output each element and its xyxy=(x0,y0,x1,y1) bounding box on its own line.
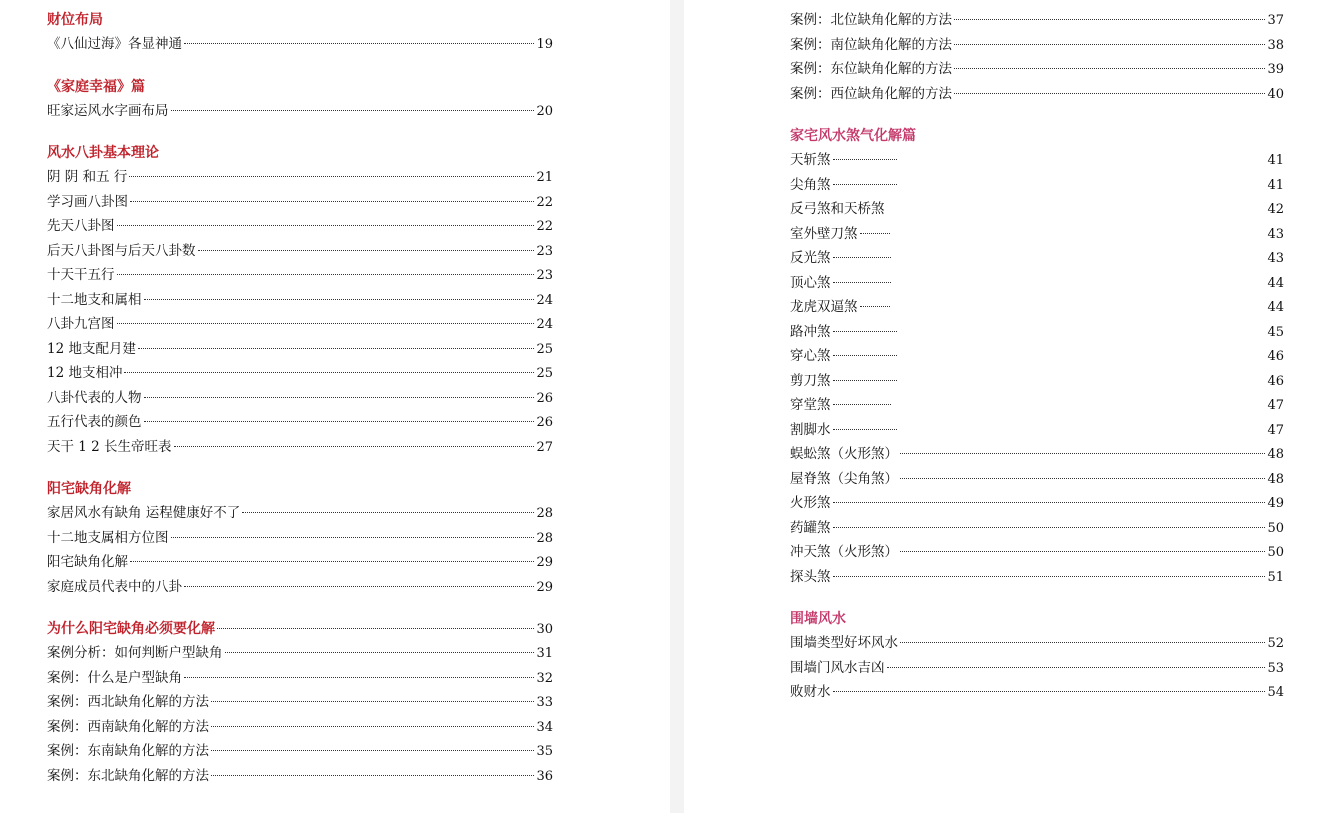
dot-leader xyxy=(144,397,535,398)
toc-entry[interactable] xyxy=(47,435,553,460)
toc-entry[interactable] xyxy=(47,263,553,288)
entry-label: 案例：北位缺角化解的方法 xyxy=(790,12,952,28)
toc-entry[interactable] xyxy=(790,516,1284,541)
dot-leader xyxy=(833,576,1266,577)
entry-page-number: 19 xyxy=(536,37,553,52)
entry-page-number: 41 xyxy=(1267,153,1284,168)
entry-page-number: 26 xyxy=(536,415,553,430)
dot-leader xyxy=(117,225,535,226)
entry-label: 反弓煞和天桥煞 xyxy=(790,201,885,217)
toc-entry[interactable] xyxy=(790,246,1284,271)
toc-entry[interactable] xyxy=(790,631,1284,656)
toc-entry[interactable] xyxy=(790,148,1284,173)
dot-leader xyxy=(225,652,535,653)
entry-label: 《八仙过海》各显神通 xyxy=(47,36,182,52)
entry-label: 12 地支相冲 xyxy=(47,365,123,381)
entry-label: 围墙门风水吉凶 xyxy=(790,659,885,676)
dot-leader xyxy=(211,750,534,751)
section-title-text: 为什么阳宅缺角必须要化解 xyxy=(47,621,215,637)
toc-entry[interactable] xyxy=(790,222,1284,247)
toc-entry[interactable] xyxy=(47,666,553,691)
toc-entry[interactable] xyxy=(790,33,1284,58)
entry-page-number: 25 xyxy=(536,341,553,357)
dot-leader xyxy=(833,257,891,258)
section-title: 财位布局 xyxy=(47,12,103,28)
entry-label: 穿堂煞 xyxy=(790,397,831,413)
entry-page-number: 23 xyxy=(536,268,553,283)
entry-label: 家居风水有缺角 运程健康好不了 xyxy=(47,505,241,521)
dot-leader xyxy=(211,701,534,702)
entry-page-number: 48 xyxy=(1267,447,1284,462)
toc-entry[interactable] xyxy=(47,214,553,239)
entry-page-number: 47 xyxy=(1267,422,1284,438)
dot-leader xyxy=(138,348,534,349)
entry-label: 十二地支和属相 xyxy=(47,291,142,308)
entry-label: 穿心煞 xyxy=(790,348,831,364)
toc-entry[interactable] xyxy=(47,288,553,313)
entry-page-number: 34 xyxy=(536,719,553,735)
toc-section-continued xyxy=(790,8,1284,106)
toc-section xyxy=(47,8,553,57)
entry-page-number: 51 xyxy=(1267,569,1284,585)
right-toc xyxy=(790,8,1284,705)
entry-label: 天干 1 2 长生帝旺表 xyxy=(47,438,172,455)
entry-page-number: 50 xyxy=(1267,520,1284,536)
entry-label: 阴 阴 和五 行 xyxy=(47,169,128,185)
entry-label: 案例：东位缺角化解的方法 xyxy=(790,61,952,77)
entry-label: 12 地支配月建 xyxy=(47,340,136,357)
toc-section xyxy=(47,617,553,788)
toc-entry[interactable] xyxy=(790,320,1284,345)
dot-leader xyxy=(887,667,1266,668)
dot-leader xyxy=(900,453,1265,454)
entry-label: 案例分析：如何判断户型缺角 xyxy=(47,645,223,661)
entry-label: 剪刀煞 xyxy=(790,372,831,389)
entry-label: 顶心煞 xyxy=(790,274,831,291)
toc-entry[interactable] xyxy=(790,344,1284,369)
entry-page-number: 32 xyxy=(536,670,553,686)
entry-label: 案例：东北缺角化解的方法 xyxy=(47,767,209,784)
dot-leader xyxy=(860,306,890,307)
entry-page-number: 48 xyxy=(1267,471,1284,487)
entry-label: 十二地支属相方位图 xyxy=(47,529,169,546)
entry-page-number: 25 xyxy=(536,366,553,381)
toc-entry[interactable] xyxy=(790,197,1284,222)
dot-leader xyxy=(198,250,535,251)
toc-entry[interactable] xyxy=(790,467,1284,492)
entry-label: 火形煞 xyxy=(790,495,831,511)
entry-label: 反光煞 xyxy=(790,250,831,266)
entry-label: 蜈蚣煞（火形煞） xyxy=(790,446,898,462)
entry-page-number: 37 xyxy=(1267,13,1284,28)
dot-leader xyxy=(833,691,1266,692)
entry-label: 案例：西北缺角化解的方法 xyxy=(47,694,209,710)
entry-label: 室外壁刀煞 xyxy=(790,225,858,242)
entry-page-number: 38 xyxy=(1267,37,1284,53)
toc-entry[interactable] xyxy=(47,690,553,715)
dot-leader xyxy=(833,355,897,356)
toc-entry[interactable] xyxy=(47,641,553,666)
toc-entry[interactable] xyxy=(790,540,1284,565)
entry-label: 旺家运风水字画布局 xyxy=(47,102,169,119)
toc-entry[interactable] xyxy=(47,501,553,526)
left-toc xyxy=(47,8,553,788)
dot-leader xyxy=(129,176,534,177)
toc-entry[interactable] xyxy=(47,410,553,435)
toc-entry[interactable] xyxy=(790,82,1284,107)
entry-page-number: 26 xyxy=(536,390,553,406)
section-title[interactable] xyxy=(47,617,553,641)
entry-label: 天斩煞 xyxy=(790,152,831,168)
dot-leader xyxy=(833,429,897,430)
dot-leader xyxy=(124,372,534,373)
entry-page-number: 36 xyxy=(536,768,553,784)
section-title: 《家庭幸福》篇 xyxy=(47,78,145,95)
entry-page-number: 35 xyxy=(536,744,553,759)
entry-page-number: 33 xyxy=(536,695,553,710)
entry-page-number: 28 xyxy=(536,506,553,521)
entry-page-number: 22 xyxy=(536,194,553,210)
dot-leader xyxy=(211,726,534,727)
toc-entry[interactable] xyxy=(790,565,1284,590)
entry-label: 八卦九宫图 xyxy=(47,316,115,332)
dot-leader xyxy=(833,159,897,160)
dot-leader xyxy=(954,93,1265,94)
dot-leader xyxy=(184,586,534,587)
dot-leader xyxy=(144,421,535,422)
toc-entry[interactable] xyxy=(47,764,553,789)
entry-page-number: 54 xyxy=(1267,685,1284,700)
entry-label: 案例：东南缺角化解的方法 xyxy=(47,743,209,759)
entry-page-number: 40 xyxy=(1267,86,1284,102)
entry-label: 败财水 xyxy=(790,684,831,700)
toc-entry[interactable] xyxy=(790,418,1284,443)
toc-entry[interactable] xyxy=(790,173,1284,198)
dot-leader xyxy=(833,331,897,332)
entry-page-number: 24 xyxy=(536,292,553,308)
toc-entry[interactable] xyxy=(47,361,553,386)
section-title: 阳宅缺角化解 xyxy=(47,481,131,497)
entry-page-number: 46 xyxy=(1267,373,1284,389)
dot-leader xyxy=(184,677,534,678)
dot-leader xyxy=(833,527,1266,528)
entry-label: 尖角煞 xyxy=(790,176,831,193)
entry-page-number: 41 xyxy=(1267,177,1284,193)
dot-leader xyxy=(130,201,534,202)
dot-leader xyxy=(900,551,1265,552)
right-page xyxy=(684,0,1336,813)
dot-leader xyxy=(900,642,1265,643)
section-title: 家宅风水煞气化解篇 xyxy=(790,128,916,144)
toc-entry[interactable] xyxy=(790,57,1284,82)
dot-leader xyxy=(184,43,534,44)
toc-entry[interactable] xyxy=(47,32,553,57)
toc-entry[interactable] xyxy=(47,239,553,264)
dot-leader xyxy=(833,282,891,283)
section-title: 风水八卦基本理论 xyxy=(47,145,159,161)
dot-leader xyxy=(833,184,897,185)
entry-page-number: 20 xyxy=(536,103,553,119)
entry-label: 围墙类型好坏风水 xyxy=(790,635,898,651)
dot-leader xyxy=(954,19,1265,20)
dot-leader xyxy=(900,478,1265,479)
toc-section xyxy=(47,477,553,599)
dot-leader xyxy=(130,561,534,562)
toc-entry[interactable] xyxy=(47,165,553,190)
dot-leader xyxy=(171,537,535,538)
entry-label: 割脚水 xyxy=(790,421,831,438)
entry-label: 八卦代表的人物 xyxy=(47,389,142,406)
toc-entry[interactable] xyxy=(47,526,553,551)
entry-page-number: 27 xyxy=(536,439,553,455)
dot-leader xyxy=(217,628,534,629)
toc-entry[interactable] xyxy=(47,99,553,124)
entry-page-number: 47 xyxy=(1267,398,1284,413)
toc-entry[interactable] xyxy=(47,337,553,362)
entry-label: 药罐煞 xyxy=(790,519,831,536)
entry-label: 学习画八卦图 xyxy=(47,193,128,210)
dot-leader xyxy=(833,502,1266,503)
toc-entry[interactable] xyxy=(790,393,1284,418)
entry-page-number: 49 xyxy=(1267,496,1284,511)
entry-page-number: 29 xyxy=(536,579,553,595)
entry-page-number: 43 xyxy=(1267,251,1284,266)
entry-page-number: 45 xyxy=(1267,324,1284,340)
toc-section xyxy=(790,124,1284,589)
dot-leader xyxy=(144,299,535,300)
toc-entry[interactable] xyxy=(47,312,553,337)
toc-entry[interactable] xyxy=(790,656,1284,681)
entry-label: 案例：西南缺角化解的方法 xyxy=(47,718,209,735)
entry-page-number: 44 xyxy=(1267,300,1284,315)
entry-page-number: 39 xyxy=(1267,62,1284,77)
toc-entry[interactable] xyxy=(790,271,1284,296)
entry-page-number: 21 xyxy=(536,170,553,185)
entry-page-number: 28 xyxy=(536,530,553,546)
entry-page-number: 44 xyxy=(1267,275,1284,291)
entry-label: 五行代表的颜色 xyxy=(47,414,142,430)
toc-entry[interactable] xyxy=(47,550,553,575)
toc-entry[interactable] xyxy=(47,386,553,411)
dot-leader xyxy=(211,775,534,776)
section-title: 围墙风水 xyxy=(790,611,846,627)
toc-entry[interactable] xyxy=(790,8,1284,33)
dot-leader xyxy=(117,323,535,324)
toc-entry[interactable] xyxy=(790,442,1284,467)
entry-label: 冲天煞（火形煞） xyxy=(790,544,898,560)
entry-page-number: 29 xyxy=(536,555,553,570)
entry-label: 案例：南位缺角化解的方法 xyxy=(790,36,952,53)
entry-label: 屋脊煞（尖角煞） xyxy=(790,470,898,487)
entry-label: 案例：西位缺角化解的方法 xyxy=(790,85,952,102)
toc-section xyxy=(47,141,553,459)
dot-leader xyxy=(242,512,534,513)
entry-label: 阳宅缺角化解 xyxy=(47,554,128,570)
entry-page-number: 53 xyxy=(1267,660,1284,676)
toc-entry[interactable] xyxy=(47,739,553,764)
entry-label: 路冲煞 xyxy=(790,323,831,340)
toc-entry[interactable] xyxy=(47,715,553,740)
toc-entry[interactable] xyxy=(790,295,1284,320)
toc-entry[interactable] xyxy=(47,190,553,215)
dot-leader xyxy=(860,233,890,234)
entry-label: 探头煞 xyxy=(790,568,831,585)
dot-leader xyxy=(117,274,535,275)
entry-label: 龙虎双逼煞 xyxy=(790,299,858,315)
toc-entry[interactable] xyxy=(790,491,1284,516)
toc-section xyxy=(790,607,1284,705)
dot-leader xyxy=(171,110,535,111)
entry-page-number: 22 xyxy=(536,219,553,234)
dot-leader xyxy=(833,380,897,381)
entry-label: 先天八卦图 xyxy=(47,218,115,234)
entry-page-number: 52 xyxy=(1267,636,1284,651)
entry-page-number: 43 xyxy=(1267,226,1284,242)
entry-label: 家庭成员代表中的八卦 xyxy=(47,578,182,595)
entry-page-number: 46 xyxy=(1267,349,1284,364)
dot-leader xyxy=(174,446,535,447)
toc-entry[interactable] xyxy=(47,575,553,600)
entry-page-number: 42 xyxy=(1267,202,1284,217)
entry-page-number: 50 xyxy=(1267,545,1284,560)
entry-page-number: 31 xyxy=(536,646,553,661)
toc-section xyxy=(47,75,553,124)
toc-entry[interactable] xyxy=(790,680,1284,705)
entry-label: 后天八卦图与后天八卦数 xyxy=(47,242,196,259)
dot-leader xyxy=(954,68,1265,69)
entry-label: 案例：什么是户型缺角 xyxy=(47,669,182,686)
section-page-number: 30 xyxy=(536,622,553,637)
entry-page-number: 24 xyxy=(536,317,553,332)
dot-leader xyxy=(954,44,1265,45)
entry-page-number: 23 xyxy=(536,243,553,259)
entry-label: 十天干五行 xyxy=(47,267,115,283)
dot-leader xyxy=(833,404,891,405)
toc-entry[interactable] xyxy=(790,369,1284,394)
